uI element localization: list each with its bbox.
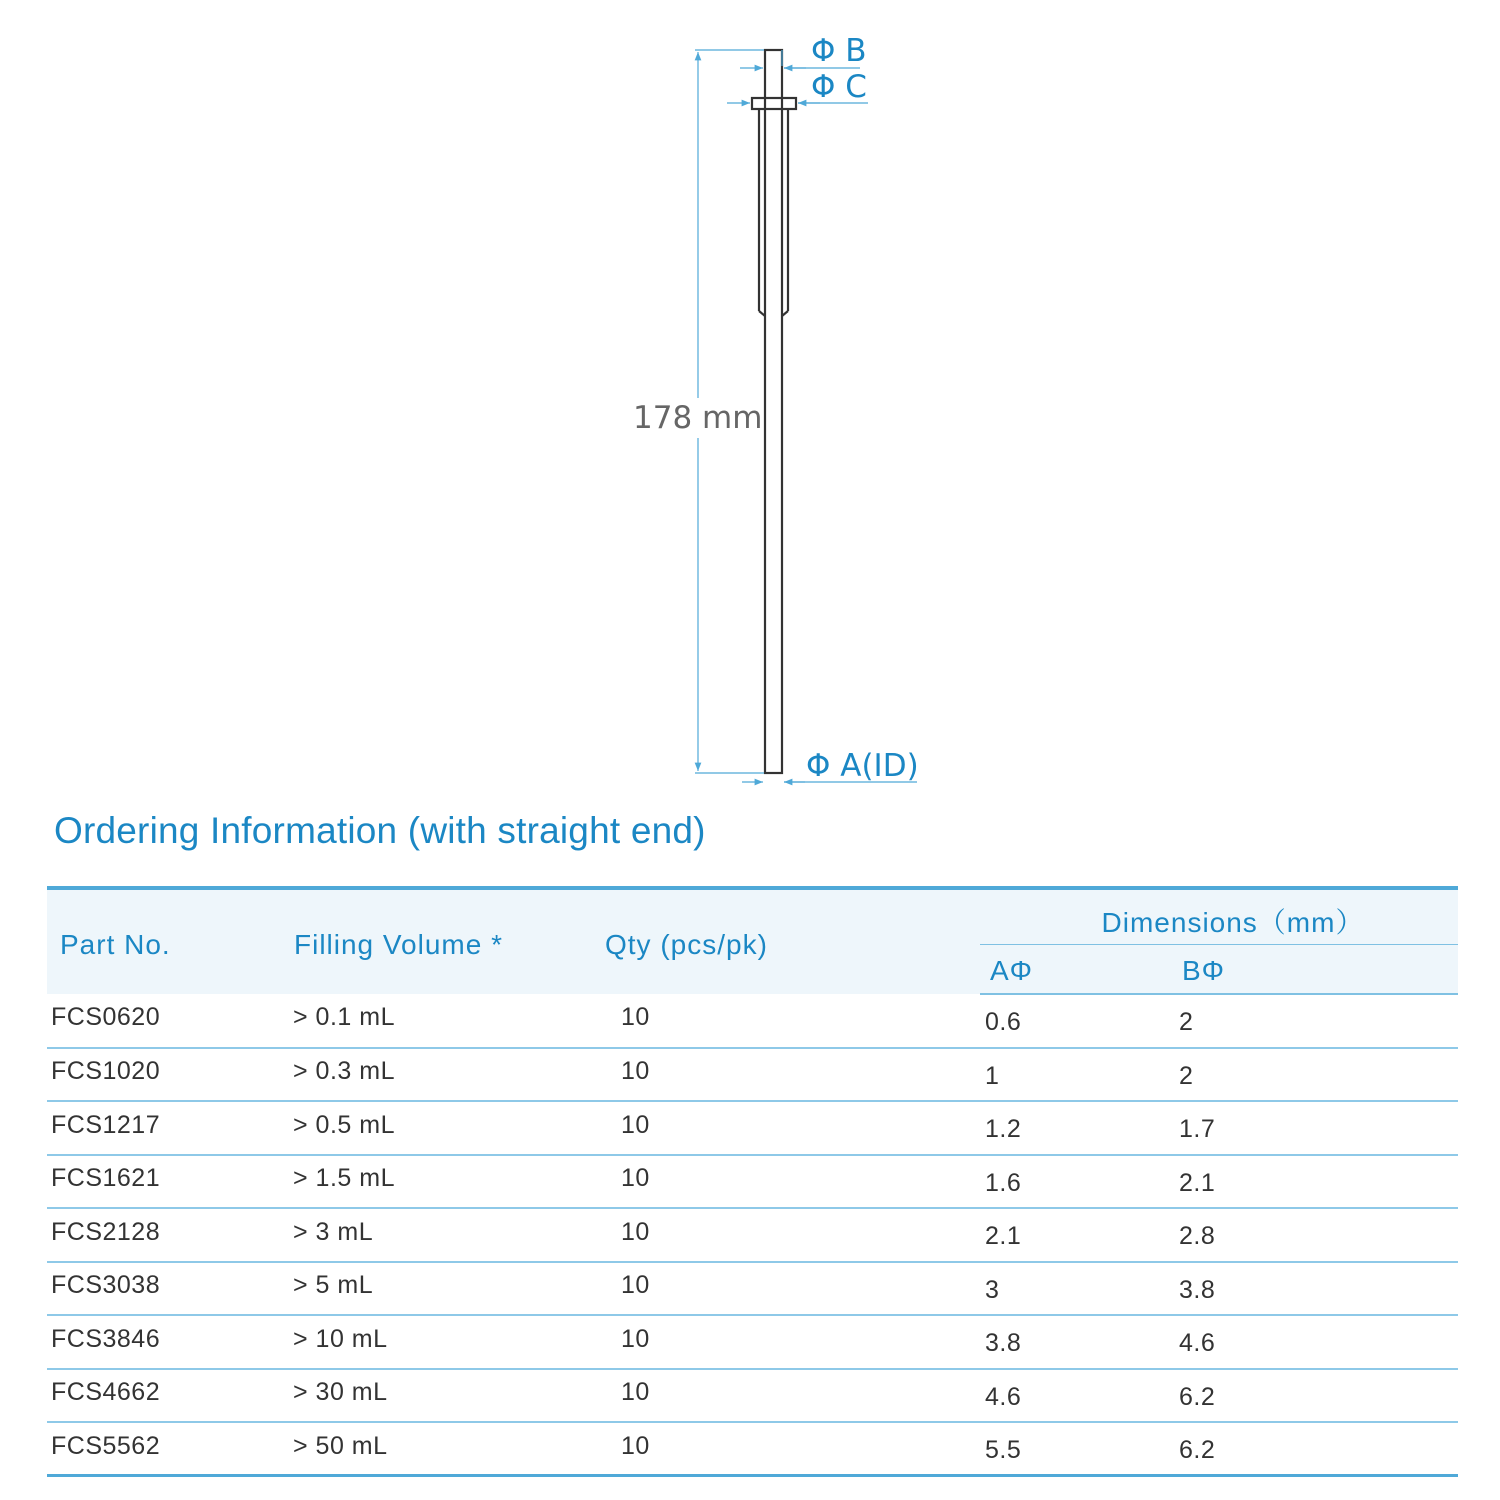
table-row xyxy=(47,1208,1458,1262)
cell-qty: 10 xyxy=(601,1101,980,1155)
header-part-no: Part No. xyxy=(47,888,289,994)
cell-b-phi: 3.8 xyxy=(1175,1262,1458,1316)
cell-a-phi: 5.5 xyxy=(980,1422,1175,1476)
table-row xyxy=(47,994,1458,1048)
header-dimensions-label: Dimensions（mm） xyxy=(1101,906,1365,938)
table-row xyxy=(47,1101,1458,1155)
cell-qty: 10 xyxy=(601,994,980,1048)
header-qty: Qty (pcs/pk) xyxy=(601,888,980,994)
phi-a-label: Φ A(ID) xyxy=(806,748,919,784)
header-dimensions xyxy=(980,888,1458,944)
ordering-table xyxy=(47,886,1458,1477)
cell-b-phi: 2 xyxy=(1175,994,1458,1048)
cell-part-no: FCS1217 xyxy=(47,1101,289,1155)
cell-b-phi: 2.8 xyxy=(1175,1208,1458,1262)
cell-part-no: FCS3038 xyxy=(47,1262,289,1316)
cell-b-phi: 1.7 xyxy=(1175,1101,1458,1155)
cell-part-no: FCS1020 xyxy=(47,1048,289,1102)
cell-qty: 10 xyxy=(601,1048,980,1102)
cell-filling-volume: > 0.5 mL xyxy=(289,1101,601,1155)
cell-filling-volume: > 0.3 mL xyxy=(289,1048,601,1102)
cell-part-no: FCS5562 xyxy=(47,1422,289,1476)
table-row xyxy=(47,1155,1458,1209)
header-filling-volume: Filling Volume * xyxy=(289,888,601,994)
table-row xyxy=(47,1262,1458,1316)
table-row xyxy=(47,1422,1458,1476)
cell-part-no: FCS2128 xyxy=(47,1208,289,1262)
phi-c-label: Φ C xyxy=(811,69,867,105)
cell-qty: 10 xyxy=(601,1262,980,1316)
table-row xyxy=(47,1048,1458,1102)
cell-filling-volume: > 3 mL xyxy=(289,1208,601,1262)
cell-a-phi: 0.6 xyxy=(980,994,1175,1048)
length-label: 178 mm xyxy=(633,400,763,436)
cell-part-no: FCS3846 xyxy=(47,1315,289,1369)
cell-b-phi: 4.6 xyxy=(1175,1315,1458,1369)
table-header xyxy=(47,888,1458,994)
cell-part-no: FCS1621 xyxy=(47,1155,289,1209)
cell-filling-volume: > 10 mL xyxy=(289,1315,601,1369)
cell-filling-volume: > 5 mL xyxy=(289,1262,601,1316)
cell-part-no: FCS0620 xyxy=(47,994,289,1048)
cell-a-phi: 1 xyxy=(980,1048,1175,1102)
cell-qty: 10 xyxy=(601,1155,980,1209)
header-b-phi: BΦ xyxy=(1175,944,1458,994)
cell-qty: 10 xyxy=(601,1208,980,1262)
table-row xyxy=(47,1369,1458,1423)
cell-b-phi: 2 xyxy=(1175,1048,1458,1102)
cell-a-phi: 2.1 xyxy=(980,1208,1175,1262)
header-a-phi: AΦ xyxy=(980,944,1175,994)
cell-b-phi: 6.2 xyxy=(1175,1422,1458,1476)
cell-a-phi: 1.6 xyxy=(980,1155,1175,1209)
cell-qty: 10 xyxy=(601,1315,980,1369)
cell-qty: 10 xyxy=(601,1422,980,1476)
table-row xyxy=(47,1315,1458,1369)
cell-a-phi: 3 xyxy=(980,1262,1175,1316)
cell-b-phi: 2.1 xyxy=(1175,1155,1458,1209)
cell-b-phi: 6.2 xyxy=(1175,1369,1458,1423)
cell-a-phi: 1.2 xyxy=(980,1101,1175,1155)
cell-filling-volume: > 0.1 mL xyxy=(289,994,601,1048)
cell-a-phi: 4.6 xyxy=(980,1369,1175,1423)
cell-filling-volume: > 50 mL xyxy=(289,1422,601,1476)
section-title: Ordering Information (with straight end) xyxy=(54,810,706,851)
cell-qty: 10 xyxy=(601,1369,980,1423)
cell-filling-volume: > 1.5 mL xyxy=(289,1155,601,1209)
cell-a-phi: 3.8 xyxy=(980,1315,1175,1369)
table-body xyxy=(47,994,1458,1476)
phi-b-label: Φ B xyxy=(811,33,867,69)
cell-part-no: FCS4662 xyxy=(47,1369,289,1423)
cell-filling-volume: > 30 mL xyxy=(289,1369,601,1423)
